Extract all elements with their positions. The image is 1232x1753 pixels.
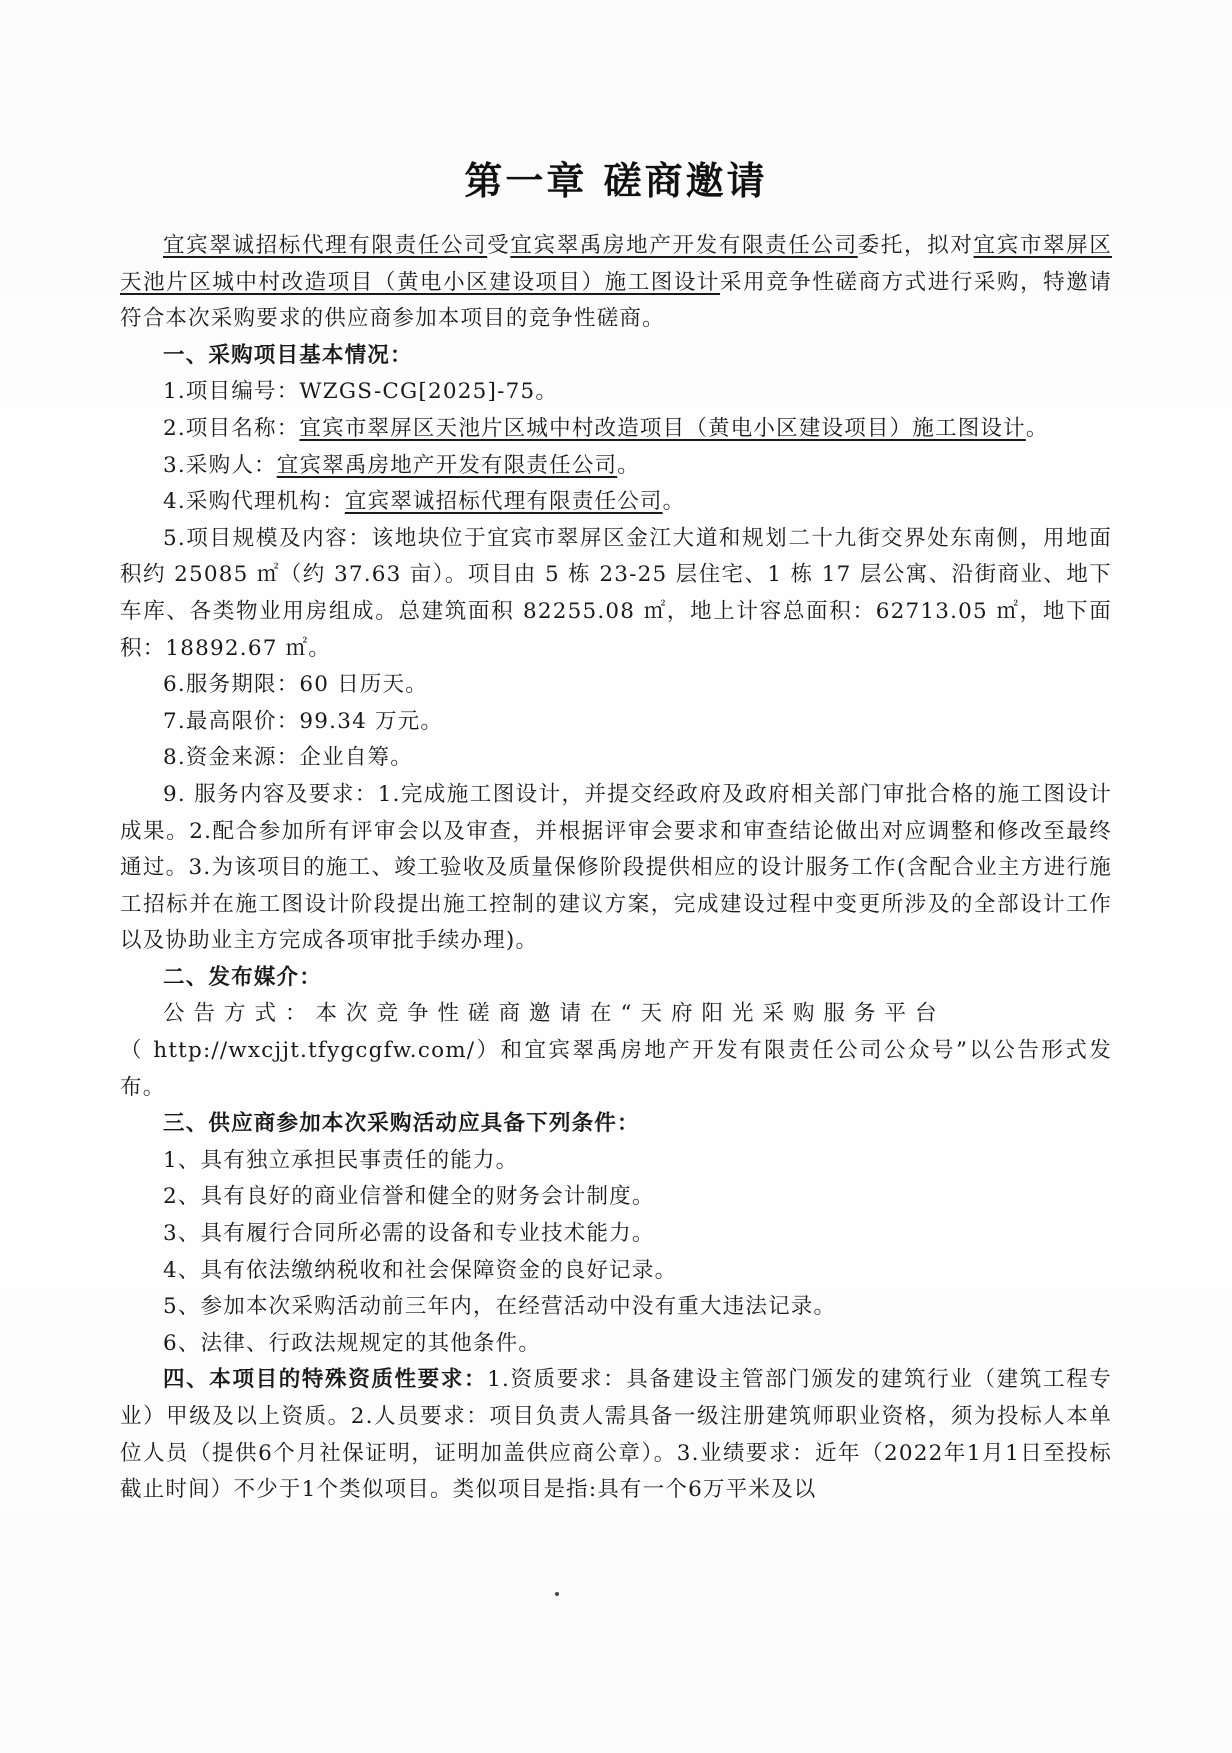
condition-item: 6、法律、行政法规规定的其他条件。	[163, 1330, 542, 1356]
section2-heading: 二、发布媒介：	[163, 964, 322, 990]
item-funding: 8.资金来源：企业自筹。	[163, 745, 413, 771]
item4-value: 宜宾翠诚招标代理有限责任公司	[344, 489, 663, 515]
item3-end: 。	[617, 452, 640, 478]
item3-label: 3.采购人：	[163, 452, 277, 478]
item4-label: 4.采购代理机构：	[163, 489, 345, 515]
page-title: 第一章 磋商邀请	[464, 158, 768, 203]
document-body	[120, 228, 1112, 1509]
intro-text-2: 委托，拟对	[857, 233, 974, 258]
item3-value: 宜宾翠禹房地产开发有限责任公司	[276, 452, 618, 478]
item-service-content: 9. 服务内容及要求：1.完成施工图设计，并提交经政府及政府相关部门审批合格的施工图设计成果。2.配合参加所有评审会以及审查，并根据评审会要求和审查结论做出对应调整和修改至最终通过。3.为该项目的施工、竣工验收及质量保修阶段提供相应的设计服务工作(含配合业主方进行施工招标并在施工图设计阶段提出施工控制的建议方案，完成建设过程中变更所涉及的全部设计工作以及协助业主方完成各项审批手续办理)。	[120, 781, 1112, 954]
item-purchaser	[120, 448, 1112, 485]
section4-paragraph	[120, 1362, 1112, 1508]
page-dot-mark	[555, 1592, 559, 1596]
item-agency	[120, 484, 1112, 521]
item-project-number: 1.项目编号：WZGS-CG[2025]-75。	[163, 379, 559, 405]
condition-item: 5、参加本次采购活动前三年内，在经营活动中没有重大违法记录。	[163, 1294, 837, 1320]
item-project-name	[120, 411, 1112, 448]
section1-heading: 一、采购项目基本情况：	[163, 342, 413, 368]
intro-paragraph	[120, 228, 1112, 338]
intro-text-3: 采用竞争性磋商方式进行采购，特邀请符合本次采购要求的供应商参加本项目的竞争性磋商。	[120, 269, 1113, 332]
purchaser-name: 宜宾翠禹房地产开发有限责任公司	[510, 233, 858, 258]
item4-end: 。	[662, 489, 686, 515]
item2-end: 。	[1025, 415, 1049, 441]
intro-text-1: 受	[487, 233, 511, 258]
item2-label: 2.项目名称：	[163, 415, 300, 441]
item-service-period: 6.服务期限：60 日历天。	[163, 672, 429, 698]
item2-value: 宜宾市翠屏区天池片区城中村改造项目（黄电小区建设项目）施工图设计	[299, 415, 1026, 441]
project-name: 宜宾市翠屏区天池片区城中村改造项目（黄电小区建设项目）施工图设计	[120, 233, 1113, 295]
section4-heading: 四、本项目的特殊资质性要求：	[163, 1367, 488, 1393]
condition-item: 3、具有履行合同所必需的设备和专业技术能力。	[163, 1221, 655, 1247]
item-max-price: 7.最高限价：99.34 万元。	[163, 708, 444, 734]
publish-line-2: （ http://wxcjjt.tfygcgfw.com/）和宜宾翠禹房地产开发有限责任公司公众号”以公告形式发布。	[120, 1038, 1112, 1100]
publish-line-1: 公告方式：本次竞争性磋商邀请在“天府阳光采购服务平台	[163, 1001, 946, 1027]
condition-item: 4、具有依法缴纳税收和社会保障资金的良好记录。	[163, 1257, 678, 1283]
agent-name: 宜宾翠诚招标代理有限责任公司	[163, 233, 488, 258]
section4-text: 1.资质要求：具备建设主管部门颁发的建筑行业（建筑工程专业）甲级及以上资质。2.人员要求：项目负责人需具备一级注册建筑师职业资格，须为投标人本单位人员（提供6个月社保证明，证明加盖供应商公章）。3.业绩要求：近年（2022年1月1日至投标截止时间）不少于1个类似项目。类似项目是指:具有一个6万平米及以	[120, 1367, 1112, 1503]
item-scale: 5.项目规模及内容：该地块位于宜宾市翠屏区金江大道和规划二十九街交界处东南侧，用地面积约 25085 ㎡（约 37.63 亩）。项目由 5 栋 23-25 层住宅、1 栋 17 层公寓、沿街商业、地下车库、各类物业用房组成。总建筑面积 82255.08 ㎡，地上计容总面积：62713.05 ㎡，地下面积：18892.67 ㎡。	[120, 525, 1112, 661]
condition-item: 2、具有良好的商业信誉和健全的财务会计制度。	[163, 1184, 655, 1210]
condition-item: 1、具有独立承担民事责任的能力。	[163, 1147, 519, 1173]
section3-heading: 三、供应商参加本次采购活动应具备下列条件：	[163, 1111, 640, 1137]
